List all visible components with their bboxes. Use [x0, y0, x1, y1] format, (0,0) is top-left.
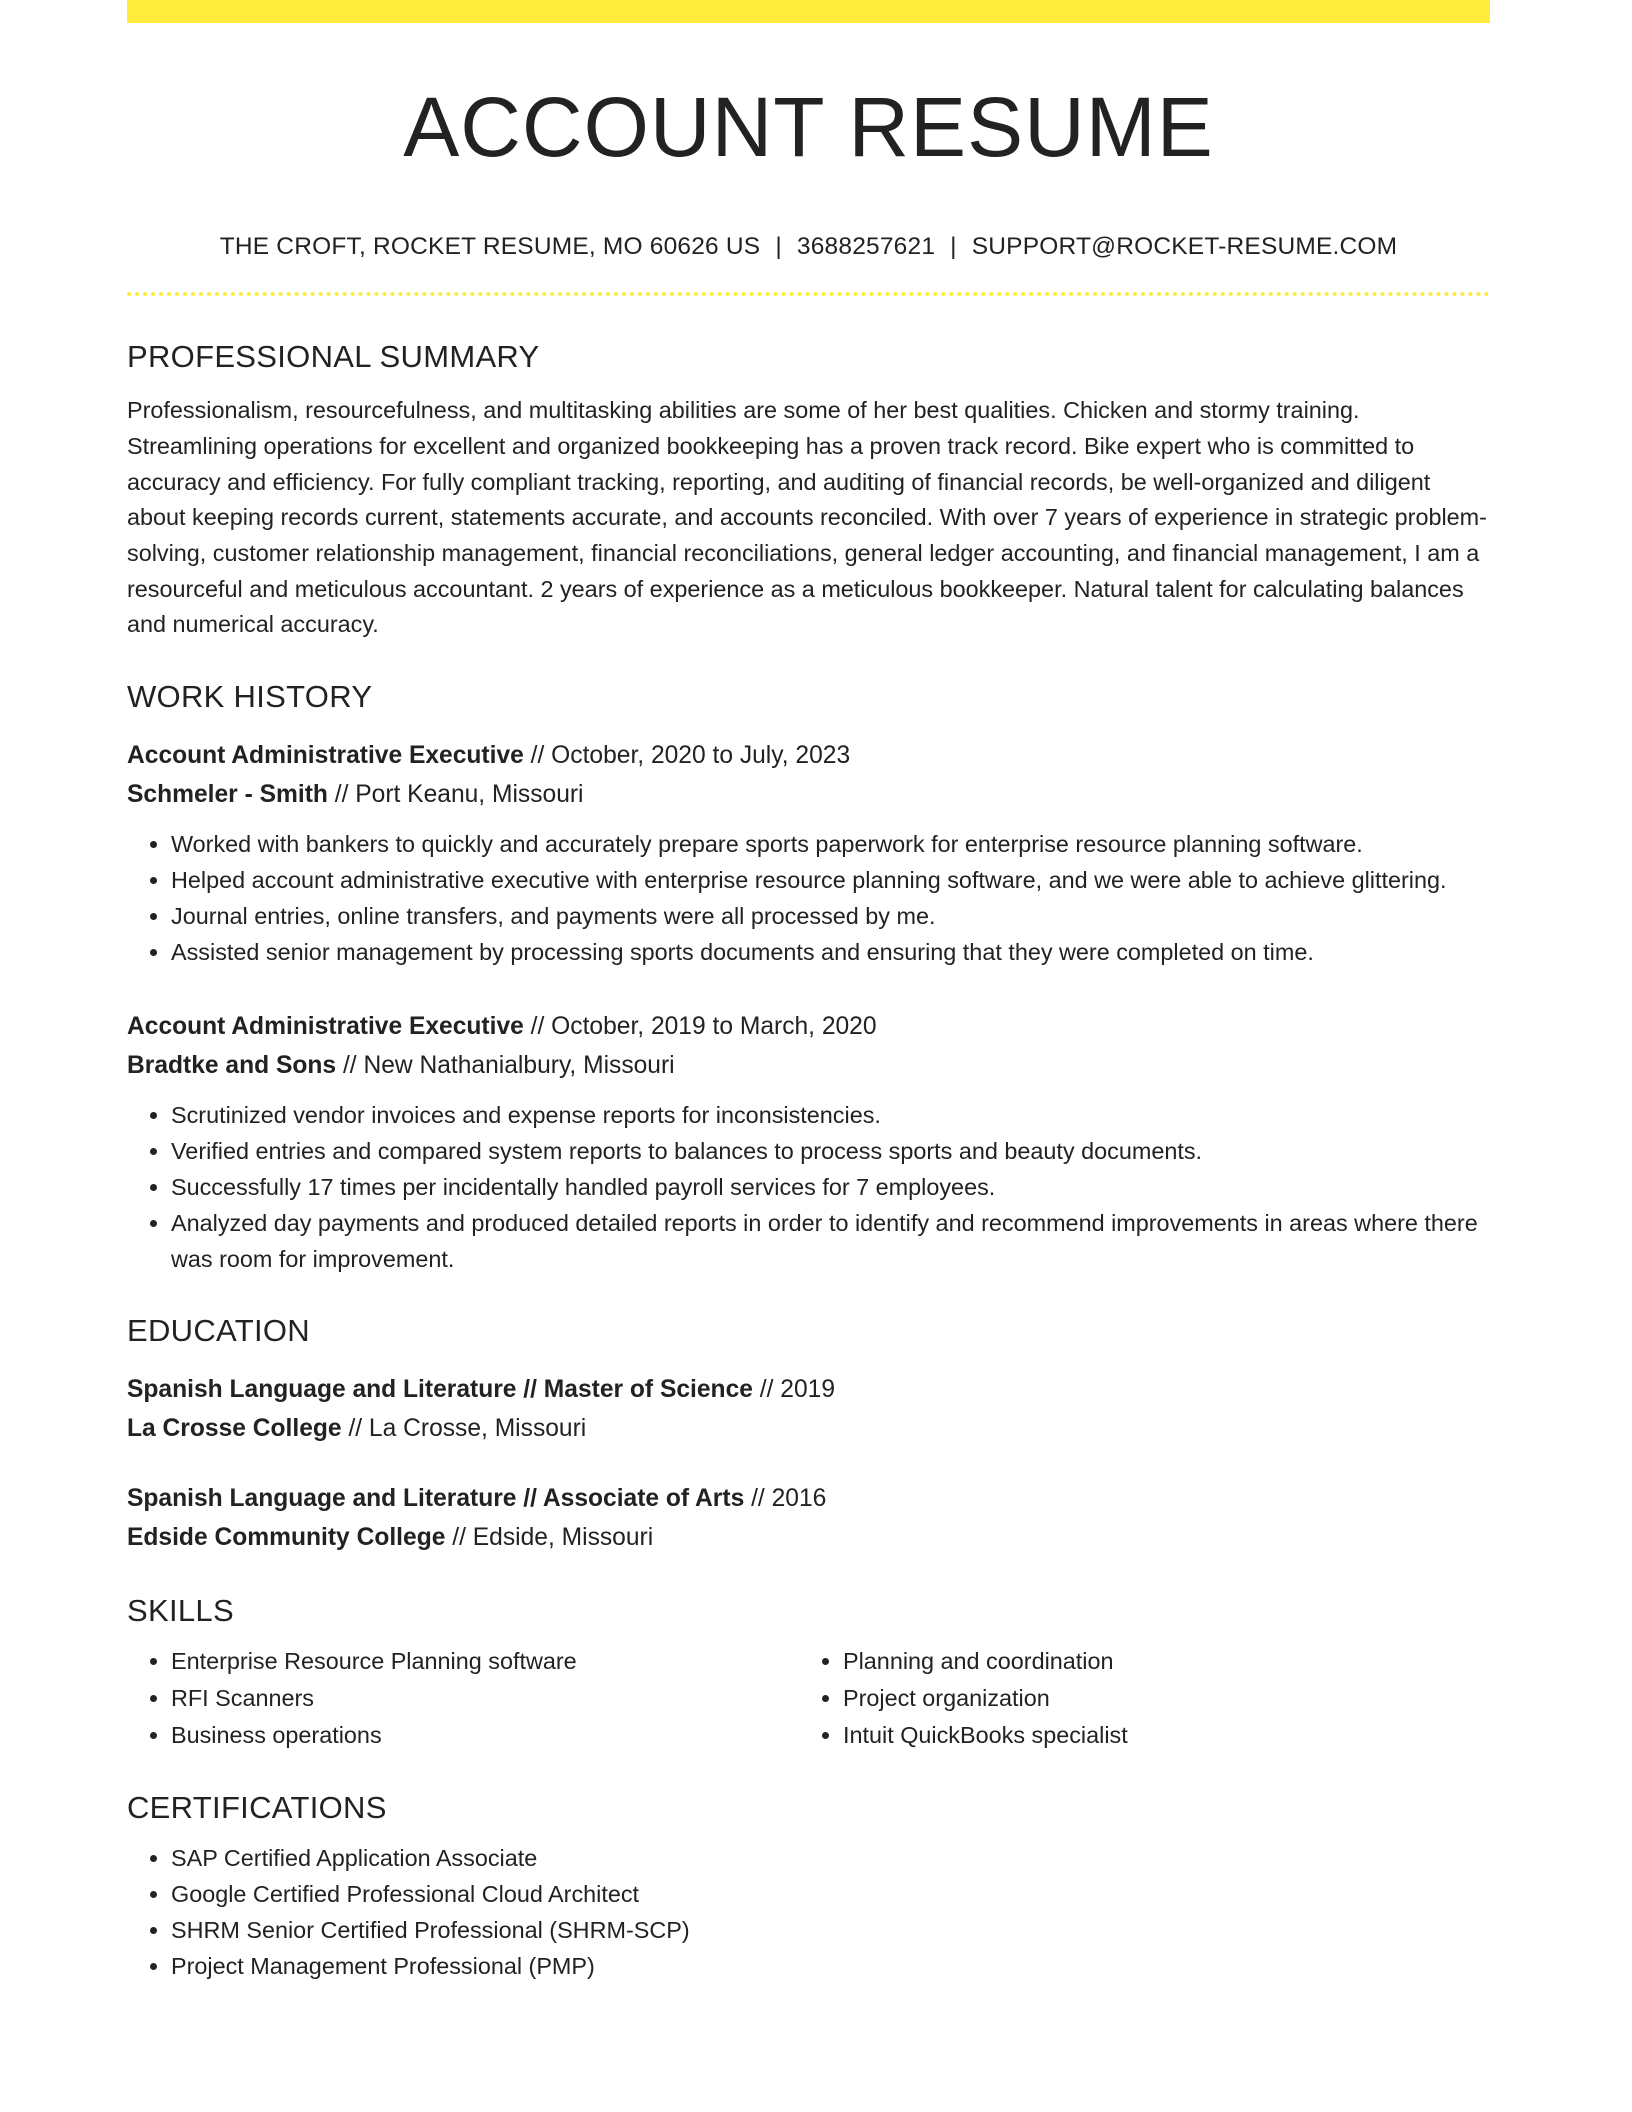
degree: Spanish Language and Literature // Associate of Arts [127, 1485, 745, 1513]
job-title: Account Administrative Executive [127, 1013, 524, 1041]
work-history-heading: WORK HISTORY [127, 679, 373, 715]
job-bullet: • Helped account administrative executive with enterprise resource planning software, and we were able to achieve glittering. [171, 862, 1490, 898]
school-location: // Edside, Missouri [452, 1524, 654, 1552]
resume-title: ACCOUNT RESUME [403, 80, 1214, 174]
certification-item: • Google Certified Professional Cloud Architect [171, 1876, 1490, 1912]
job-bullet: • Scrutinized vendor invoices and expense reports for inconsistencies. [171, 1097, 1490, 1133]
job-company: Bradtke and Sons [127, 1052, 337, 1080]
school-line [127, 1518, 1490, 1557]
job-bullets [127, 1097, 1490, 1277]
degree: Spanish Language and Literature // Master of Science [127, 1376, 753, 1404]
job-location: // Port Keanu, Missouri [334, 781, 584, 809]
job-company: Schmeler - Smith [127, 781, 328, 809]
skills-list-right [799, 1643, 1471, 1754]
address: THE CROFT, ROCKET RESUME, MO 60626 US [219, 233, 761, 261]
job-title-line [127, 1007, 1490, 1046]
certification-item: • SAP Certified Application Associate [171, 1840, 1490, 1876]
job-bullet: • Assisted senior management by processing sports documents and ensuring that they were completed on time. [171, 934, 1490, 970]
skill-item: • Enterprise Resource Planning software [171, 1643, 799, 1680]
job-location: // New Nathanialbury, Missouri [342, 1052, 675, 1080]
job-bullet: • Verified entries and compared system reports to balances to process sports and beauty documents. [171, 1133, 1490, 1169]
dotted-divider [127, 292, 1490, 296]
contact-separator: | [950, 233, 957, 261]
graduation-year: // 2016 [751, 1485, 827, 1513]
job-entry [127, 1007, 1490, 1277]
certifications-heading: CERTIFICATIONS [127, 1790, 387, 1826]
summary-text: Professionalism, resourcefulness, and multitasking abilities are some of her best qualities. Chicken and stormy training. Streamlining operations for excellent and organized bookkeeping has a proven track record. Bike expert who is committed to accuracy and efficiency. For fully compliant tracking, reporting, and auditing of financial records, be well-organized and diligent about keeping records current, statements accurate, and accounts reconciled. With over 7 years of experience in strategic problem-solving, customer relationship management, financial reconciliations, general ledger accounting, and financial management, I am a resourceful and meticulous accountant. 2 years of experience as a meticulous bookkeeper. Natural talent for calculating balances and numerical accuracy. [127, 397, 1487, 638]
education-entry [127, 1479, 1490, 1557]
degree-line [127, 1479, 1490, 1518]
education-entry [127, 1370, 1490, 1448]
job-title: Account Administrative Executive [127, 742, 524, 770]
job-dates: // October, 2020 to July, 2023 [530, 742, 851, 770]
skill-item: • RFI Scanners [171, 1680, 799, 1717]
education-heading: EDUCATION [127, 1313, 310, 1349]
job-company-line [127, 775, 1490, 814]
job-bullet: • Worked with bankers to quickly and accurately prepare sports paperwork for enterprise resource planning software. [171, 826, 1490, 862]
skill-item: • Planning and coordination [843, 1643, 1471, 1680]
skills-heading: SKILLS [127, 1593, 234, 1629]
job-bullet: • Analyzed day payments and produced detailed reports in order to identify and recommend improvements in areas where there was room for improvement. [171, 1205, 1490, 1277]
school-line [127, 1409, 1490, 1448]
skills-columns [127, 1643, 1490, 1754]
phone: 3688257621 [796, 233, 936, 261]
certification-item: • SHRM Senior Certified Professional (SHRM-SCP) [171, 1912, 1490, 1948]
school: Edside Community College [127, 1524, 446, 1552]
resume-page [127, 0, 1490, 1984]
skill-item: • Intuit QuickBooks specialist [843, 1717, 1471, 1754]
top-accent-bar [127, 0, 1490, 23]
contact-line [127, 233, 1490, 261]
skill-item: • Project organization [843, 1680, 1471, 1717]
degree-line [127, 1370, 1490, 1409]
job-title-line [127, 736, 1490, 775]
skill-item: • Business operations [171, 1717, 799, 1754]
job-bullet: • Journal entries, online transfers, and payments were all processed by me. [171, 898, 1490, 934]
certifications-list [127, 1840, 1490, 1984]
graduation-year: // 2019 [759, 1376, 835, 1404]
school: La Crosse College [127, 1415, 342, 1443]
certification-item: • Project Management Professional (PMP) [171, 1948, 1490, 1984]
job-bullets [127, 826, 1490, 970]
email: SUPPORT@ROCKET-RESUME.COM [971, 233, 1398, 261]
school-location: // La Crosse, Missouri [348, 1415, 587, 1443]
job-bullet: • Successfully 17 times per incidentally handled payroll services for 7 employees. [171, 1169, 1490, 1205]
skills-list-left [127, 1643, 799, 1754]
summary-heading: PROFESSIONAL SUMMARY [127, 339, 540, 375]
job-entry [127, 736, 1490, 970]
contact-separator: | [775, 233, 782, 261]
job-company-line [127, 1046, 1490, 1085]
job-dates: // October, 2019 to March, 2020 [530, 1013, 877, 1041]
